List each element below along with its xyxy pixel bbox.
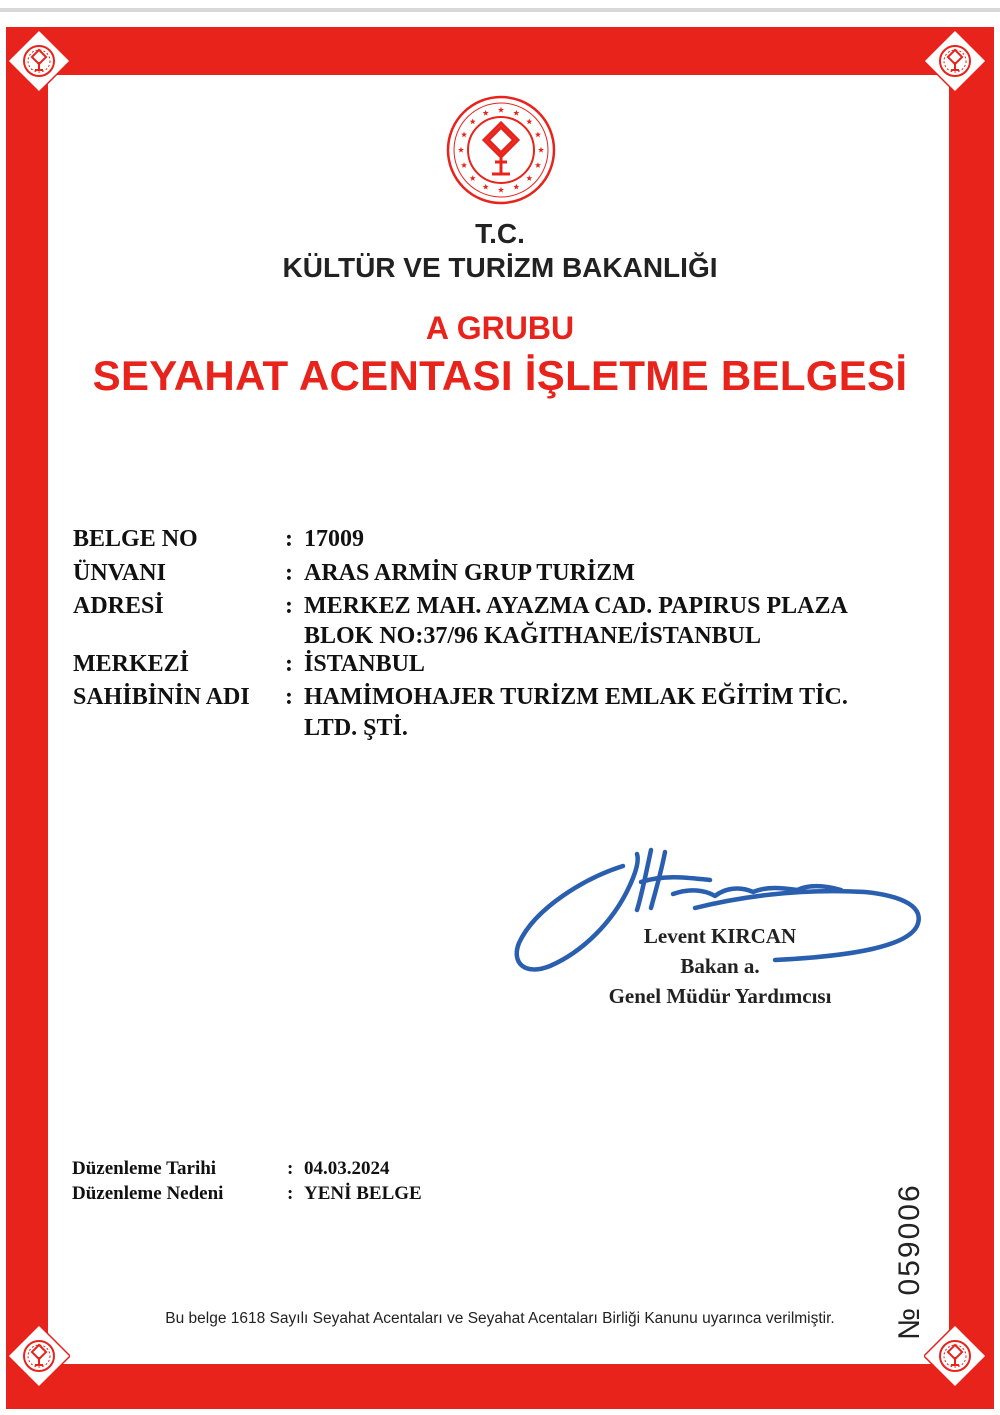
emblem-star-icon bbox=[483, 110, 489, 116]
emblem-star-icon bbox=[513, 110, 519, 116]
emblem-star-icon bbox=[470, 175, 476, 181]
scan-edge-line bbox=[0, 8, 1000, 12]
emblem-star-icon bbox=[535, 162, 541, 168]
legal-footer: Bu belge 1618 Sayılı Seyahat Acentaları ve Seyahat Acentaları Birliği Kanunu uyarınca verilmiştir. bbox=[165, 1310, 835, 1327]
field-label: SAHİBİNİN ADI bbox=[73, 684, 250, 710]
field-value: ARAS ARMİN GRUP TURİZM bbox=[304, 560, 635, 586]
meta-colon: : bbox=[287, 1158, 294, 1179]
field-label: MERKEZİ bbox=[73, 651, 190, 677]
emblem-star-icon bbox=[498, 107, 504, 113]
country-abbrev: T.C. bbox=[475, 218, 525, 249]
field-value-line2: BLOK NO:37/96 KAĞITHANE/İSTANBUL bbox=[304, 623, 761, 649]
emblem-star-icon bbox=[538, 147, 544, 153]
meta-colon: : bbox=[287, 1183, 294, 1204]
ministry-emblem-icon bbox=[445, 94, 557, 206]
emblem-star-icon bbox=[498, 187, 504, 193]
meta-label: Düzenleme Nedeni bbox=[72, 1183, 224, 1204]
emblem-star-icon bbox=[535, 131, 541, 137]
corner-ornament-icon bbox=[8, 1325, 70, 1387]
emblem-star-icon bbox=[461, 162, 467, 168]
document-group: A GRUBU bbox=[425, 310, 575, 346]
field-colon: : bbox=[285, 526, 293, 552]
field-value: 17009 bbox=[304, 526, 364, 552]
meta-value: YENİ BELGE bbox=[304, 1183, 422, 1204]
signer-position: Genel Müdür Yardımcısı bbox=[608, 984, 832, 1008]
signer-on-behalf: Bakan a. bbox=[680, 954, 760, 978]
field-label: BELGE NO bbox=[73, 526, 198, 552]
field-colon: : bbox=[285, 593, 293, 619]
corner-ornament-icon bbox=[924, 30, 986, 92]
field-colon: : bbox=[285, 651, 293, 677]
document-title: SEYAHAT ACENTASI İŞLETME BELGESİ bbox=[92, 352, 908, 399]
field-value: HAMİMOHAJER TURİZM EMLAK EĞİTİM TİC. bbox=[304, 684, 848, 710]
serial-number: № 059006 bbox=[893, 1183, 926, 1340]
field-value-line2: LTD. ŞTİ. bbox=[304, 715, 408, 741]
emblem-star-icon bbox=[526, 175, 532, 181]
field-colon: : bbox=[285, 684, 293, 710]
emblem-star-icon bbox=[513, 184, 519, 190]
meta-value: 04.03.2024 bbox=[304, 1158, 390, 1179]
emblem-star-icon bbox=[483, 184, 489, 190]
emblem-star-icon bbox=[526, 119, 532, 125]
field-label: ÜNVANI bbox=[73, 560, 166, 586]
field-colon: : bbox=[285, 560, 293, 586]
emblem-star-icon bbox=[470, 119, 476, 125]
ministry-name: KÜLTÜR VE TURİZM BAKANLIĞI bbox=[282, 252, 718, 283]
emblem-star-icon bbox=[461, 131, 467, 137]
field-label: ADRESİ bbox=[73, 593, 164, 619]
field-value: MERKEZ MAH. AYAZMA CAD. PAPIRUS PLAZA bbox=[304, 593, 848, 619]
field-value: İSTANBUL bbox=[304, 651, 425, 677]
meta-label: Düzenleme Tarihi bbox=[72, 1158, 217, 1179]
emblem-star-icon bbox=[458, 147, 464, 153]
corner-ornament-icon bbox=[924, 1325, 986, 1387]
corner-ornament-icon bbox=[8, 30, 70, 92]
signer-name: Levent KIRCAN bbox=[643, 924, 797, 948]
